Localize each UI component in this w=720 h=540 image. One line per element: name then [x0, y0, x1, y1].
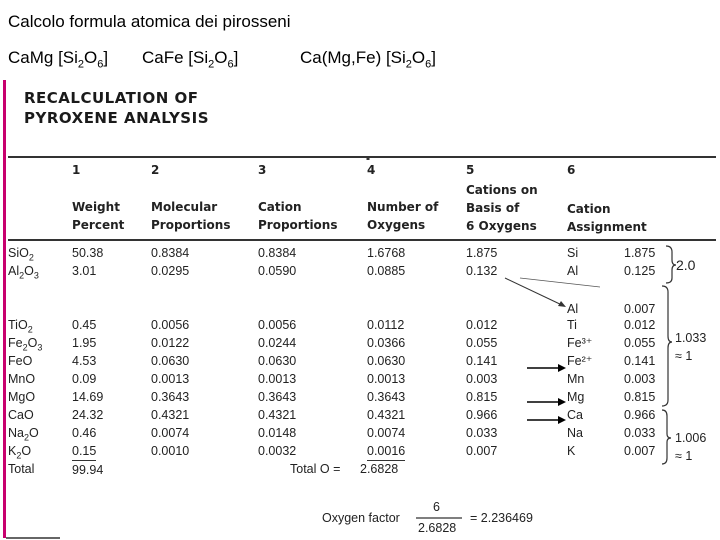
- bracket-m2: [662, 410, 671, 464]
- table-cell: 0.055: [624, 336, 656, 350]
- table-cell: 0.125: [624, 264, 656, 278]
- table-cell: Na: [567, 426, 583, 440]
- bracket-m1: [662, 286, 672, 406]
- table-cell: 4.53: [72, 354, 97, 368]
- col-number-5: 5: [466, 163, 475, 177]
- table-cell: 0.966: [466, 408, 498, 422]
- table-cell: Fe³⁺: [567, 336, 593, 350]
- table-cell: 3.01: [72, 264, 97, 278]
- oxide-al2o3: $Al_2O_3$: [8, 264, 39, 281]
- oxide-feo: FeO: [8, 354, 33, 368]
- arrow-fe2-head: [558, 364, 566, 372]
- oxygen-factor-result: = 2.236469: [470, 511, 533, 525]
- table-cell: Si: [567, 246, 579, 260]
- table-cell: 0.0295: [151, 264, 190, 278]
- table-cell: 0.012: [624, 318, 656, 332]
- header-proportions-cat: Proportions: [258, 218, 338, 232]
- oxide-sio2: SiO$_2$: [8, 246, 34, 263]
- table-cell: 0.815: [466, 390, 498, 404]
- table-cell: 0.0112: [367, 318, 405, 332]
- assign-al-extra: Al: [567, 302, 579, 316]
- oxygen-factor-label: Oxygen factor: [322, 511, 400, 525]
- table-cell: 0.003: [624, 372, 656, 386]
- oxide-mno: MnO: [8, 372, 36, 386]
- table-cell: 0.0056: [151, 318, 190, 332]
- arrow-al-assign: [520, 278, 600, 287]
- oxide-fe2o3: $Fe_2O_3$: [8, 336, 43, 353]
- header-6-oxygens: 6 Oxygens: [466, 219, 537, 233]
- oxygen-factor-numerator: 6: [433, 500, 440, 514]
- table-cell: Al: [567, 264, 579, 278]
- table-cell: 14.69: [72, 390, 104, 404]
- table-cell: Mg: [567, 390, 585, 404]
- arrow-ca-head: [558, 416, 566, 424]
- table-cell: 0.0244: [258, 336, 297, 350]
- table-cell: 0.012: [466, 318, 498, 332]
- arrow-mg-head: [558, 398, 566, 406]
- table-cell: 1.875: [624, 246, 656, 260]
- header-assignment: Assignment: [567, 220, 647, 234]
- table-cell: 0.4321: [367, 408, 406, 422]
- total-label: Total: [8, 462, 35, 476]
- col-number-3: 3: [258, 163, 267, 177]
- table-cell: 0.45: [72, 318, 97, 332]
- header-oxygens: Oxygens: [367, 218, 426, 232]
- table-cell: 0.0056: [258, 318, 297, 332]
- arrow-al-split-head: [558, 301, 566, 307]
- oxide-tio2: TiO$_2$: [8, 318, 33, 335]
- total-oxygen-value: 2.6828: [360, 462, 399, 476]
- table-cell: 0.0032: [258, 444, 297, 458]
- table-cell: 0.055: [466, 336, 498, 350]
- table-cell: 0.0885: [367, 264, 406, 278]
- table-cell: 0.815: [624, 390, 656, 404]
- table-cell: 0.007: [624, 444, 656, 458]
- table-cell: Mn: [567, 372, 585, 386]
- table-cell: 0.0122: [151, 336, 190, 350]
- table-cell: 0.033: [466, 426, 498, 440]
- total-oxygen-label: Total O =: [290, 462, 341, 476]
- total-value: 99.94: [72, 463, 104, 477]
- table-cell: Ti: [567, 318, 577, 332]
- table-cell: 0.132: [466, 264, 498, 278]
- table-cell: Ca: [567, 408, 583, 422]
- scan-heading-line2: PYROXENE ANALYSIS: [24, 109, 209, 127]
- col-number-4: 4: [367, 163, 376, 177]
- page-title: Calcolo formula atomica dei pirosseni: [8, 12, 291, 31]
- table-cell: 0.141: [466, 354, 498, 368]
- table-cell: 0.003: [466, 372, 498, 386]
- table-cell: 0.0013: [367, 372, 406, 386]
- table-cell: 24.32: [72, 408, 104, 422]
- table-cell: 0.033: [624, 426, 656, 440]
- table-cell: 0.0630: [151, 354, 190, 368]
- header-cation: Cation: [258, 200, 302, 214]
- table-cell: 0.141: [624, 354, 656, 368]
- table-cell: 0.0366: [367, 336, 406, 350]
- table-cell: 0.007: [466, 444, 498, 458]
- table-cell: 50.38: [72, 246, 104, 260]
- bracket-tetrahedral: [666, 246, 676, 283]
- table-cell: 0.0074: [367, 426, 406, 440]
- table-cell: 0.966: [624, 408, 656, 422]
- scan-heading-line1: RECALCULATION OF: [24, 89, 199, 107]
- table-cell: 0.0074: [151, 426, 190, 440]
- formula-augite: Ca(Mg,Fe) $[Si_2O_6]$: [300, 48, 437, 71]
- header-weight: Weight: [72, 200, 120, 214]
- group-sum-m2: 1.006: [675, 431, 707, 445]
- assign-al-extra-value: 0.007: [624, 302, 656, 316]
- group-sum-m1: 1.033: [675, 331, 707, 345]
- group-approx-m1: ≈ 1: [675, 349, 693, 363]
- formula-hedenbergite: CaFe $[Si_2O_6]$: [142, 48, 239, 71]
- header-cation-assign: Cation: [567, 202, 611, 216]
- table-cell: 0.0630: [367, 354, 406, 368]
- table-cell: 0.0148: [258, 426, 297, 440]
- col-number-6: 6: [567, 163, 576, 177]
- oxide-mgo: MgO: [8, 390, 36, 404]
- oxygen-factor-denominator: 2.6828: [418, 521, 457, 535]
- table-cell: 0.3643: [151, 390, 190, 404]
- table-cell: 1.6768: [367, 246, 406, 260]
- table-cell: 0.0016: [367, 442, 405, 461]
- oxide-na2o: $Na_2O$: [8, 426, 39, 443]
- group-approx-m2: ≈ 1: [675, 449, 693, 463]
- table-cell: 0.8384: [151, 246, 190, 260]
- table-cell: 0.0630: [258, 354, 297, 368]
- table-cell: 0.46: [72, 426, 97, 440]
- table-cell: 0.3643: [258, 390, 297, 404]
- table-cell: 0.15: [72, 442, 96, 461]
- col-number-1: 1: [72, 163, 81, 177]
- table-cell: 1.875: [466, 246, 498, 260]
- table-cell: 1.95: [72, 336, 97, 350]
- table-cell: K: [567, 444, 576, 458]
- table-cell: 0.3643: [367, 390, 406, 404]
- table-cell: 0.09: [72, 372, 97, 386]
- header-basis-of: Basis of: [466, 201, 520, 215]
- header-percent: Percent: [72, 218, 125, 232]
- group-sum-tetrahedral: 2.0: [676, 257, 696, 273]
- header-number-of: Number of: [367, 200, 439, 214]
- oxide-k2o: $K_2O$: [8, 444, 32, 461]
- table-cell: 0.0010: [151, 444, 190, 458]
- table-cell: 0.0013: [258, 372, 297, 386]
- table-cell: Fe²⁺: [567, 354, 593, 368]
- table-cell: 0.8384: [258, 246, 297, 260]
- table-cell: 0.0590: [258, 264, 297, 278]
- header-proportions-mol: Proportions: [151, 218, 231, 232]
- header-cations-on: Cations on: [466, 183, 538, 197]
- col-number-2: 2: [151, 163, 160, 177]
- table-cell: 0.0013: [151, 372, 190, 386]
- formula-diopside: CaMg $[Si_2O_6]$: [8, 48, 109, 71]
- table-cell: 0.4321: [258, 408, 297, 422]
- oxide-cao: CaO: [8, 408, 34, 422]
- header-molecular: Molecular: [151, 200, 218, 214]
- table-cell: 0.4321: [151, 408, 190, 422]
